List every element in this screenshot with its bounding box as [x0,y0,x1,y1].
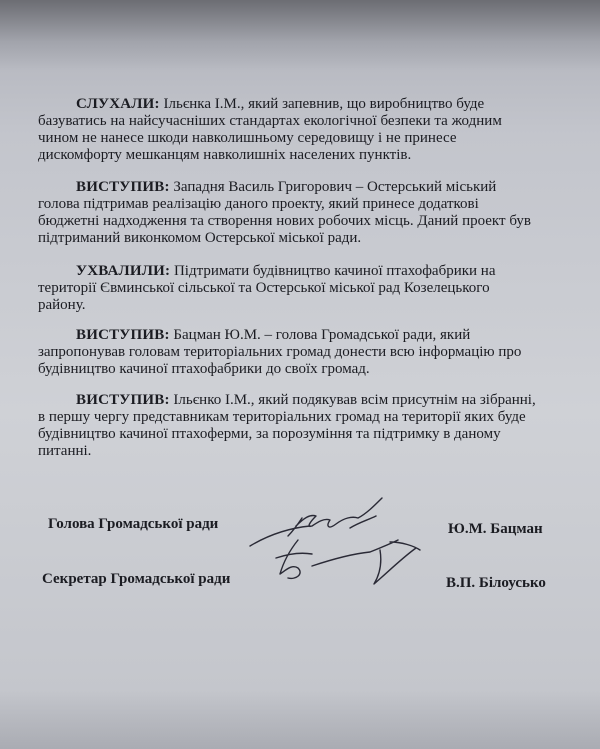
handwritten-signatures [240,488,450,593]
paragraph-line: голова підтримав реалізацію даного проекту, який принесе додаткові [38,196,479,212]
paragraph-line: району. [38,297,86,313]
secretary-name: В.П. Білоусько [446,575,546,591]
paragraph-heading: ВИСТУПИВ: [76,392,170,408]
paragraph-line: Ільєнко І.М., який подякував всім присутнім на зібранні, [173,392,536,408]
secretary-role-label: Секретар Громадської ради [42,571,231,587]
chairman-signature [250,498,382,546]
paragraph-line: підтриманий виконкомом Остерської міської ради. [38,230,362,246]
paragraph-heading: ВИСТУПИВ: [76,179,170,195]
paragraph-line: Ільєнка І.М., який запевнив, що виробництво буде [163,96,485,112]
paragraph-line: дискомфорту мешканцям навколишніх населених пунктів. [38,147,412,163]
paragraph-heading: ВИСТУПИВ: [76,327,170,343]
paragraph-line: питанні. [38,443,92,459]
paragraph-resolved [38,263,578,314]
paragraph-spoke-batsman [38,327,578,378]
paragraph-line: базуватись на найсучасніших стандартах екологічної безпеки та жодним [38,113,502,129]
paragraph-heading: УХВАЛИЛИ: [76,263,171,279]
paragraph-line: Бацман Ю.М. – голова Громадської ради, який [173,327,471,343]
paragraph-line: території Євминської сільської та Остерської міської рад Козелецького [38,280,490,296]
paragraph-line: в першу чергу представникам територіальних громад на території яких буде [38,409,526,425]
page-shadow-bottom [0,689,600,749]
paragraph-spoke-ilienko [38,392,578,460]
page-shadow-top [0,0,600,70]
paragraph-heard [38,96,578,164]
paragraph-line: Підтримати будівництво качиної птахофабрики на [173,263,496,279]
paragraph-line: Западня Василь Григорович – Остерський міський [173,179,497,195]
paragraph-heading: СЛУХАЛИ: [76,96,160,112]
paragraph-line: чином не нанесе шкоди навколишньому середовищу і не принесе [38,130,457,146]
paragraph-line: будівництво качиної птахофабрики до своїх громад. [38,361,370,377]
chairman-role-label: Голова Громадської ради [48,516,219,532]
paragraph-line: будівництво качиної птахоферми, за порозуміння та підтримку в даному [38,426,501,442]
paragraph-line: бюджетні надходження та створення нових робочих місць. Даний проект був [38,213,531,229]
secretary-signature [276,540,420,584]
paragraph-spoke-zapadnia [38,179,578,247]
paragraph-line: запропонував головам територіальних громад донести всю інформацію про [38,344,522,360]
chairman-name: Ю.М. Бацман [448,521,543,537]
